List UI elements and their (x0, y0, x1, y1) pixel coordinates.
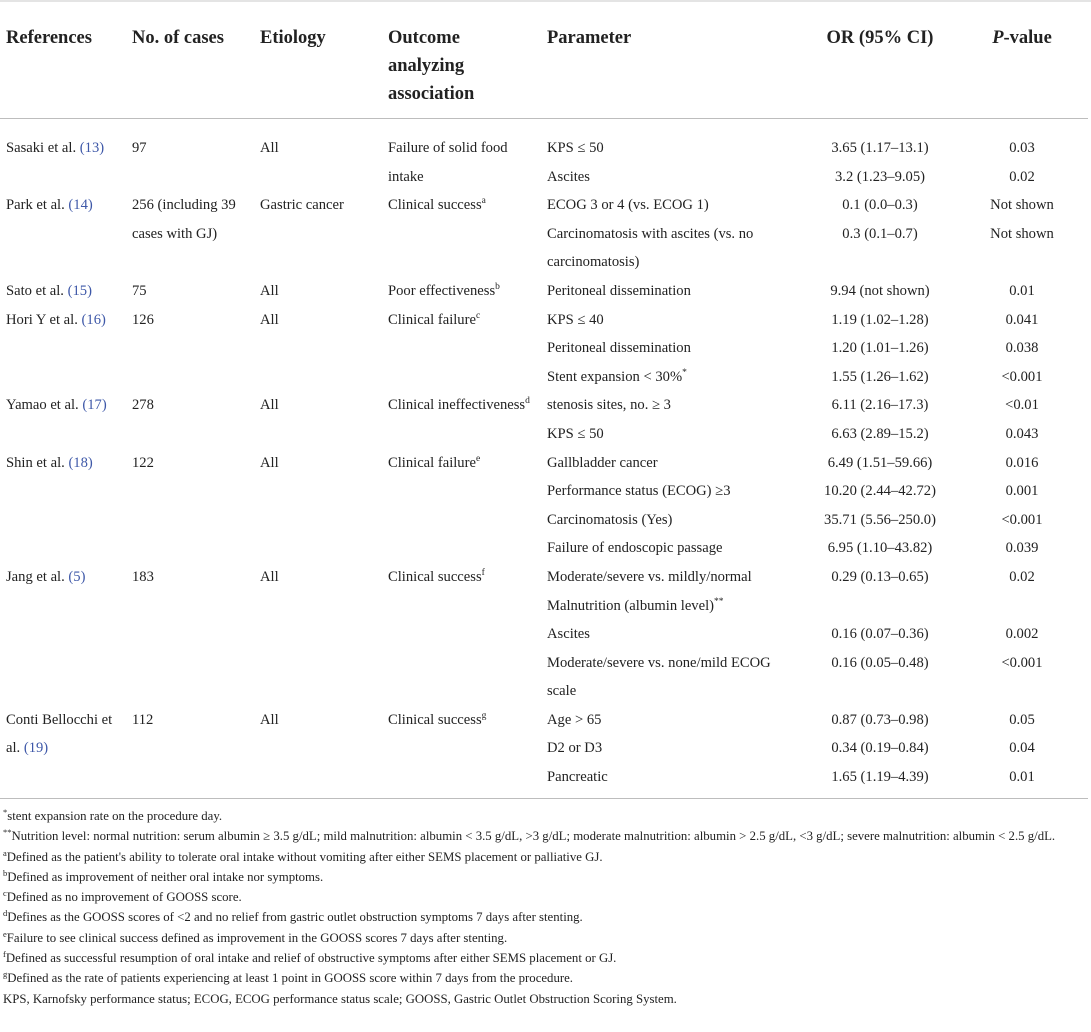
header-p-italic: P (992, 28, 1004, 48)
or-ci-cell: 10.20 (2.44–42.72) (824, 483, 936, 500)
p-value-cell: 0.02 (1009, 568, 1035, 585)
parameter-text: KPS ≤ 50 (547, 140, 604, 156)
footnote (3, 867, 1089, 887)
reference-cell (0, 391, 126, 448)
or-ci-cell: 3.65 (1.17–13.1) (831, 140, 929, 156)
outcome-cell (382, 706, 541, 798)
outcome-footnote-mark: d (525, 396, 530, 407)
outcome-text: Clinical success (388, 711, 482, 728)
parameter-text: Pancreatic (547, 769, 608, 786)
footnote (3, 847, 1089, 867)
p-value-cell: 0.01 (1009, 282, 1035, 299)
reference-cell (0, 119, 126, 192)
etiology-cell: All (260, 282, 279, 299)
etiology-cell: Gastric cancer (260, 197, 344, 214)
cases-cell: 112 (132, 711, 154, 728)
or-ci-cell: 0.16 (0.07–0.36) (831, 626, 929, 643)
or-ci-cell: 0.1 (0.0–0.3) (842, 197, 918, 214)
footnote (3, 907, 1089, 927)
footnote-mark: b (3, 867, 8, 878)
p-value-cell: 0.02 (1009, 168, 1035, 185)
etiology-cell: All (260, 140, 279, 156)
footnote (3, 887, 1089, 907)
parameter-cell (541, 563, 804, 620)
outcome-footnote-mark: f (481, 567, 485, 578)
table-row (0, 391, 1088, 420)
footnote-mark: c (3, 888, 7, 899)
or-ci-cell: 6.49 (1.51–59.66) (827, 454, 933, 471)
reference-link[interactable]: (13) (79, 140, 105, 156)
p-value-cell: <0.001 (1001, 511, 1043, 528)
outcome-cell (382, 449, 541, 563)
reference-author: Park et al. (6, 197, 65, 214)
p-value-cell: 0.039 (1005, 540, 1039, 557)
parameter-cell (541, 220, 804, 277)
parameter-cell (541, 277, 804, 306)
parameter-text: KPS ≤ 40 (547, 311, 604, 328)
parameter-text: Ascites (547, 168, 590, 185)
parameter-cell (541, 306, 804, 335)
parameter-text: Peritoneal dissemination (547, 282, 691, 299)
table-row (0, 191, 1088, 220)
header-outcome: Outcome analyzing association (388, 28, 475, 104)
reference-link[interactable]: (14) (68, 197, 93, 214)
parameter-text: D2 or D3 (547, 740, 603, 757)
reference-link[interactable]: (19) (23, 740, 49, 757)
etiology-cell: All (260, 711, 279, 728)
outcome-text: Clinical success (388, 197, 482, 214)
outcome-text: Clinical success (388, 568, 482, 585)
parameter-text: Moderate/severe vs. none/mild ECOG scale (547, 654, 771, 700)
or-ci-cell: 0.34 (0.19–0.84) (831, 740, 929, 757)
footnote (3, 928, 1089, 948)
header-p-rest: -value (1003, 28, 1052, 48)
p-value-cell: 0.038 (1005, 340, 1039, 357)
etiology-cell: All (260, 311, 279, 328)
etiology-cell: All (260, 568, 279, 585)
outcome-cell (382, 191, 541, 277)
parameter-cell (541, 119, 804, 163)
reference-author: Sato et al. (6, 282, 64, 299)
or-ci-cell: 0.3 (0.1–0.7) (842, 225, 918, 242)
or-ci-cell: 0.87 (0.73–0.98) (831, 711, 929, 728)
footnote (3, 968, 1089, 988)
outcome-cell (382, 563, 541, 706)
reference-author: Conti Bellocchi et al. (6, 711, 113, 757)
footnote-text: Defined as no improvement of GOOSS score. (6, 890, 242, 905)
cases-cell: 278 (132, 397, 154, 414)
outcome-footnote-mark: g (481, 710, 487, 721)
footnote-mark: e (3, 928, 7, 939)
parameter-cell (541, 534, 804, 563)
reference-link[interactable]: (15) (67, 282, 92, 299)
parameter-text: ECOG 3 or 4 (vs. ECOG 1) (547, 197, 709, 214)
footnote-text: Failure to see clinical success defined as improvement in the GOOSS scores 7 days after stenting. (6, 930, 508, 945)
outcome-cell (382, 277, 541, 306)
table-row (0, 706, 1088, 735)
reference-link[interactable]: (5) (68, 568, 86, 585)
outcome-text: Clinical failure (388, 311, 476, 328)
table-bottom-rule (0, 798, 1088, 799)
footnote-text: Defined as the rate of patients experiencing at least 1 point in GOOSS score within 7 days from the procedure. (7, 971, 573, 986)
parameter-cell (541, 620, 804, 649)
parameter-text: Carcinomatosis (Yes) (547, 511, 673, 528)
reference-cell (0, 449, 126, 563)
cases-cell: 75 (132, 282, 147, 299)
footnote-mark: * (3, 807, 8, 817)
or-ci-cell: 35.71 (5.56–250.0) (824, 511, 936, 528)
or-ci-cell: 9.94 (not shown) (830, 282, 930, 299)
outcome-text: Clinical ineffectiveness (388, 397, 526, 414)
table-row (0, 306, 1088, 335)
reference-cell (0, 563, 126, 706)
header-references: References (6, 28, 92, 48)
footnote (3, 826, 1089, 846)
or-ci-cell: 6.63 (2.89–15.2) (831, 425, 929, 442)
parameter-cell (541, 734, 804, 763)
parameter-text: stenosis sites, no. ≥ 3 (547, 397, 671, 414)
footnote-mark: a (3, 847, 7, 858)
parameter-cell (541, 391, 804, 420)
parameter-text: Stent expansion < 30% (547, 368, 683, 385)
table-footnotes (3, 806, 1089, 1009)
parameter-text: KPS ≤ 50 (547, 425, 604, 442)
or-ci-cell: 3.2 (1.23–9.05) (835, 168, 925, 185)
p-value-cell: <0.001 (1001, 654, 1043, 671)
footnote-text: Nutrition level: normal nutrition: serum albumin ≥ 3.5 g/dL; mild malnutrition: albumin < 3.5 g/dL, >3 g/dL; moderate malnutrition: albumin > 2.5 g/dL, <3 g/dL; severe malnutrition: albumin < 2.5 g/dL. (11, 829, 1056, 844)
parameter-text: Gallbladder cancer (547, 454, 658, 471)
or-ci-cell: 6.95 (1.10–43.82) (827, 540, 933, 557)
p-value-cell: <0.01 (1005, 397, 1039, 414)
footnote-text: stent expansion rate on the procedure day. (7, 809, 223, 823)
parameter-cell (541, 649, 804, 706)
footnote (3, 806, 1089, 826)
outcome-text: Failure of solid food intake (388, 140, 508, 185)
footnote-mark: f (3, 949, 6, 960)
outcome-cell (382, 306, 541, 392)
cases-cell: 97 (132, 140, 147, 156)
parameter-cell (541, 477, 804, 506)
parameter-text: Peritoneal dissemination (547, 340, 691, 357)
footnote-mark: d (3, 908, 8, 919)
parameter-cell (541, 763, 804, 798)
header-no-of-cases: No. of cases (132, 28, 224, 48)
reference-author: Hori Y et al. (6, 311, 78, 328)
table-row (0, 119, 1088, 163)
header-parameter: Parameter (547, 28, 632, 48)
parameter-cell (541, 706, 804, 735)
p-value-cell: 0.041 (1005, 311, 1039, 328)
etiology-cell: All (260, 454, 279, 471)
header-or: OR (95% CI) (826, 28, 934, 48)
p-value-cell: Not shown (990, 197, 1054, 214)
p-value-cell: 0.03 (1009, 140, 1035, 156)
footnote (3, 989, 1089, 1009)
or-ci-cell: 1.65 (1.19–4.39) (831, 769, 929, 786)
footnote (3, 948, 1089, 968)
parameter-cell (541, 363, 804, 392)
footnote-text: Defines as the GOOSS scores of <2 and no relief from gastric outlet obstruction symptoms 7 days after stenting. (7, 910, 583, 925)
parameter-text: Ascites (547, 626, 590, 643)
reference-cell (0, 191, 126, 277)
parameter-text: Age > 65 (547, 711, 602, 728)
outcome-text: Clinical failure (388, 454, 476, 471)
header-etiology: Etiology (260, 28, 326, 48)
table-row (0, 277, 1088, 306)
parameter-text: Failure of endoscopic passage (547, 540, 723, 557)
parameter-cell (541, 449, 804, 478)
footnote-mark: g (3, 969, 8, 980)
reference-cell (0, 277, 126, 306)
p-value-cell: 0.043 (1005, 425, 1039, 442)
outcome-footnote-mark: a (481, 196, 486, 207)
predictors-table (0, 10, 1088, 799)
or-ci-cell: 0.16 (0.05–0.48) (831, 654, 929, 671)
table-header-row (0, 10, 1088, 119)
parameter-footnote-mark: ** (713, 596, 724, 607)
cases-cell: 126 (132, 311, 154, 328)
p-value-cell: Not shown (990, 225, 1054, 242)
parameter-text: Carcinomatosis with ascites (vs. no carcinomatosis) (547, 225, 754, 271)
outcome-footnote-mark: e (475, 453, 481, 464)
footnote-mark: ** (3, 827, 12, 838)
table-row (0, 449, 1088, 478)
or-ci-cell: 1.19 (1.02–1.28) (831, 311, 929, 328)
parameter-cell (541, 334, 804, 363)
footnote-text: Defined as improvement of neither oral intake nor symptoms. (7, 869, 324, 884)
reference-author: Yamao et al. (6, 397, 79, 414)
p-value-cell: 0.05 (1009, 711, 1035, 728)
reference-author: Jang et al. (6, 568, 65, 585)
outcome-cell (382, 391, 541, 448)
or-ci-cell: 1.20 (1.01–1.26) (831, 340, 929, 357)
p-value-cell: 0.04 (1009, 740, 1035, 757)
reference-author: Shin et al. (6, 454, 65, 471)
cases-cell: 256 (including 39 cases with GJ) (132, 197, 236, 242)
table-body (0, 119, 1088, 799)
cases-cell: 122 (132, 454, 154, 471)
p-value-cell: 0.001 (1005, 483, 1039, 500)
p-value-cell: 0.01 (1009, 769, 1035, 786)
outcome-footnote-mark: b (495, 281, 500, 292)
reference-cell (0, 706, 126, 798)
parameter-text: Moderate/severe vs. mildly/normal Malnutrition (albumin level) (547, 568, 752, 614)
outcome-cell (382, 119, 541, 192)
outcome-footnote-mark: c (475, 310, 481, 321)
reference-link[interactable]: (17) (82, 397, 107, 414)
parameter-footnote-mark: * (682, 367, 687, 378)
or-ci-cell: 1.55 (1.26–1.62) (831, 368, 929, 385)
or-ci-cell: 0.29 (0.13–0.65) (831, 568, 929, 585)
outcome-text: Poor effectiveness (388, 282, 496, 299)
parameter-cell (541, 420, 804, 449)
footnote-text: Defined as the patient's ability to tolerate oral intake without vomiting after either SEMS placement or palliative GJ. (6, 849, 603, 864)
parameter-cell (541, 191, 804, 220)
footnote-text: KPS, Karnofsky performance status; ECOG, ECOG performance status scale; GOOSS, Gastric Outlet Obstruction Scoring System. (3, 991, 677, 1006)
parameter-cell (541, 163, 804, 192)
or-ci-cell: 6.11 (2.16–17.3) (831, 397, 929, 414)
footnote-text: Defined as successful resumption of oral intake and relief of obstructive symptoms after either SEMS placement or GJ. (5, 951, 617, 966)
parameter-text: Performance status (ECOG) ≥3 (547, 483, 731, 500)
p-value-cell: 0.002 (1005, 626, 1039, 643)
parameter-cell (541, 506, 804, 535)
reference-author: Sasaki et al. (6, 140, 77, 156)
etiology-cell: All (260, 397, 279, 414)
p-value-cell: <0.001 (1001, 368, 1043, 385)
reference-cell (0, 306, 126, 392)
top-divider (0, 0, 1091, 2)
cases-cell: 183 (132, 568, 154, 585)
reference-link[interactable]: (18) (68, 454, 93, 471)
table-row (0, 563, 1088, 620)
reference-link[interactable]: (16) (81, 311, 106, 328)
header-p-value (956, 10, 1088, 119)
p-value-cell: 0.016 (1005, 454, 1039, 471)
